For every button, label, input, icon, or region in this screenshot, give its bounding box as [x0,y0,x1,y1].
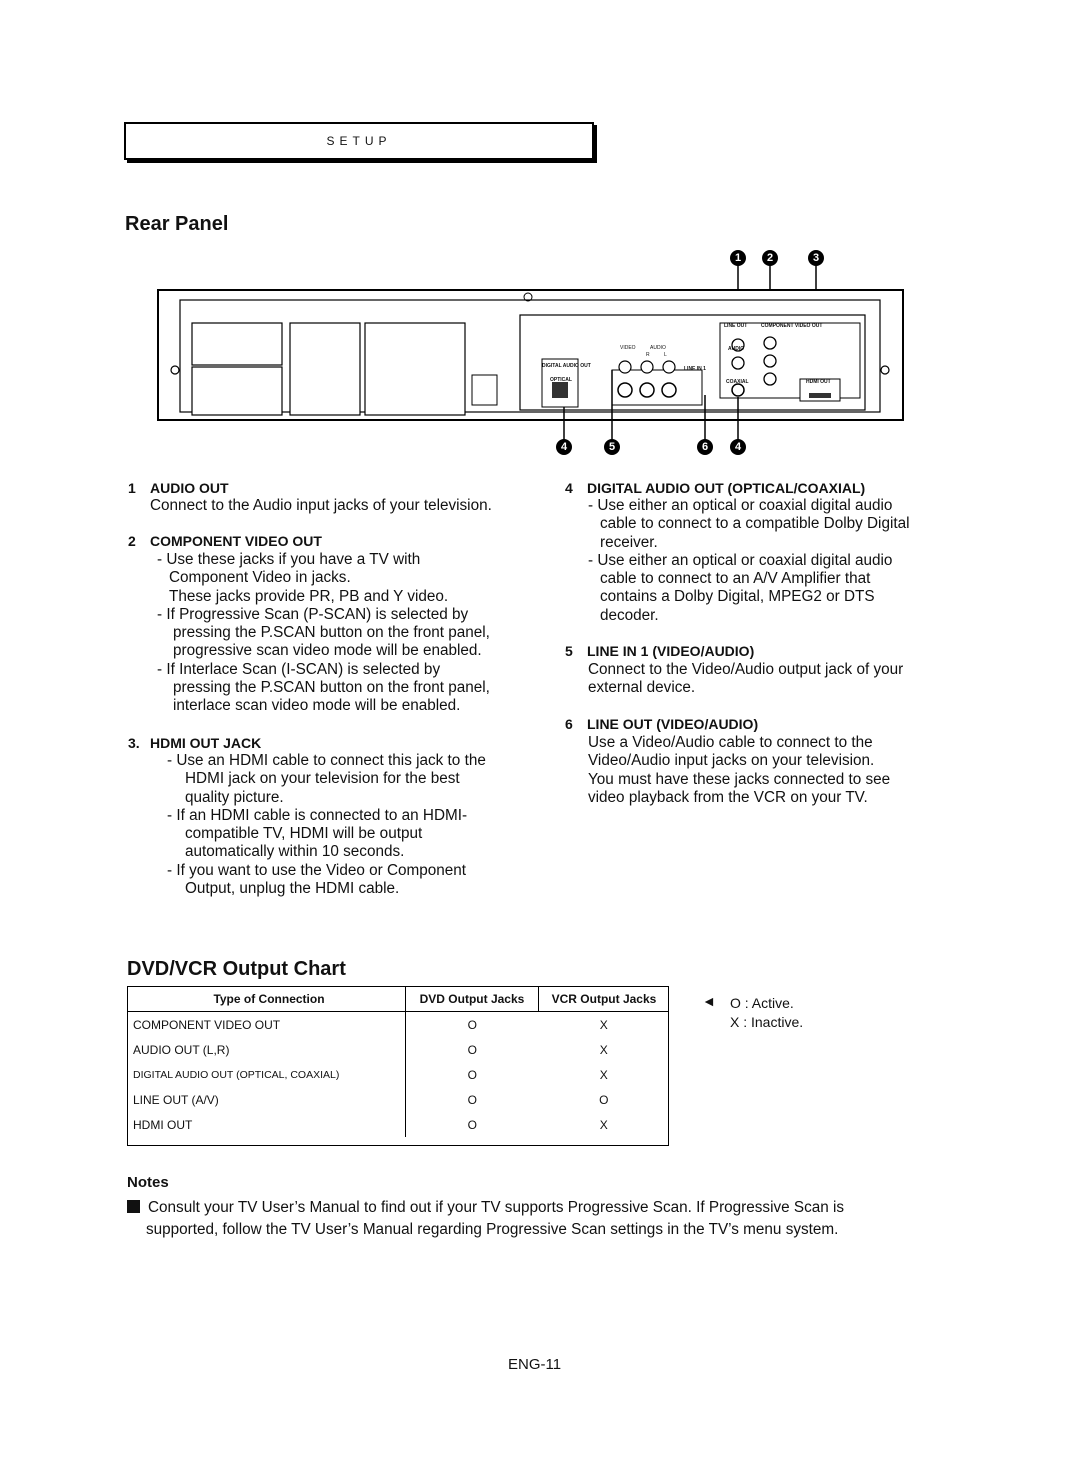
panel-label-hdmi: HDMI OUT [806,379,831,385]
panel-label-digital: DIGITAL AUDIO OUT [542,363,591,369]
item-line-out-heading: 6 LINE OUT (VIDEO/AUDIO) [565,716,759,732]
panel-label-r: R [646,352,650,358]
item-audio-out-text: Connect to the Audio input jacks of your television. [150,497,492,514]
panel-label-coaxial: COAXIAL [726,379,749,385]
section-header-box [124,122,594,160]
legend-active: O : Active. [730,995,794,1011]
callout-4a: 4 [556,439,572,455]
callout-1: 1 [730,250,746,266]
panel-label-audio2: AUDIO [728,346,745,352]
col-header-type: Type of Connection [127,986,406,1012]
panel-label-video: VIDEO [620,345,636,351]
rear-panel-title: Rear Panel [125,213,229,235]
col-header-dvd: DVD Output Jacks [406,986,539,1012]
table-row: AUDIO OUT (L,R) O X [127,1037,669,1062]
output-chart-table [127,986,669,1137]
legend-arrow-icon: ◄ [702,993,716,1009]
panel-label-l: L [664,352,667,358]
table-row: COMPONENT VIDEO OUT O X [127,1012,669,1038]
callout-3: 3 [808,250,824,266]
section-header-text: SETUP [326,134,392,148]
item-component-heading: 2 COMPONENT VIDEO OUT [128,533,322,549]
panel-label-component: COMPONENT VIDEO OUT [761,323,823,329]
callout-6: 6 [697,439,713,455]
table-row: HDMI OUT O X [127,1112,669,1137]
callout-2: 2 [762,250,778,266]
item-hdmi-text: - Use an HDMI cable to connect this jack to the HDMI jack on your television for the best quality picture. - If an HDMI cable is connected to an HDMI- compatible TV, HDMI will be output automatically within 10 seconds. - If you want to use the Video or Component Output, unplug the HDMI cable. [167,752,486,898]
col-header-vcr: VCR Output Jacks [539,986,670,1012]
item-hdmi-heading: 3. HDMI OUT JACK [128,735,262,751]
table-header-row [127,986,669,1012]
notes-title: Notes [127,1174,169,1191]
table-row: DIGITAL AUDIO OUT (OPTICAL, COAXIAL) O X [127,1062,669,1087]
square-bullet-icon [127,1200,140,1213]
callout-5: 5 [604,439,620,455]
callout-4b: 4 [730,439,746,455]
panel-label-audio: AUDIO [650,345,666,351]
item-line-out-text: Use a Video/Audio cable to connect to the Video/Audio input jacks on your television. You must have these jacks connected to see video playback from the VCR on your TV. [588,734,891,806]
rear-panel-diagram [150,245,920,460]
item-digital-heading: 4 DIGITAL AUDIO OUT (OPTICAL/COAXIAL) [565,480,866,496]
item-digital-text: - Use either an optical or coaxial digital audio cable to connect to a compatible Dolby Digital receiver. - Use either an optical or coaxial digital audio cable to connect to an A/V Amplifier that contains a Dolby Digital, MPEG2 or DTS decoder. [588,497,910,624]
panel-label-line-in: LINE IN 1 [684,366,706,372]
item-line-in-heading: 5 LINE IN 1 (VIDEO/AUDIO) [565,643,755,659]
item-line-in-text: Connect to the Video/Audio output jack of your external device. [588,661,904,697]
legend-inactive: X : Inactive. [730,1014,804,1030]
output-chart-title: DVD/VCR Output Chart [127,958,346,980]
page-number: ENG-11 [508,1356,562,1373]
panel-label-optical: OPTICAL [550,377,572,383]
item-component-text: - Use these jacks if you have a TV with Component Video in jacks. These jacks provide PR, PB and Y video. - If Progressive Scan (P-SCAN) is selected by pressing the P.SCAN button on the front panel, progressive scan video mode will be enabled. - If Interlace Scan (I-SCAN) is selected by pressing the P.SCAN button on the front panel, interlace scan video mode will be enabled. [157,551,490,715]
panel-label-line-out: LINE OUT [724,323,748,329]
notes-text: Consult your TV User’s Manual to find out if your TV supports Progressive Scan. If Progressive Scan is supported, follow the TV User’s Manual regarding Progressive Scan settings in the TV’s menu system. [127,1199,977,1240]
item-audio-out-heading: 1 AUDIO OUT [128,480,229,496]
table-row: LINE OUT (A/V) O O [127,1087,669,1112]
